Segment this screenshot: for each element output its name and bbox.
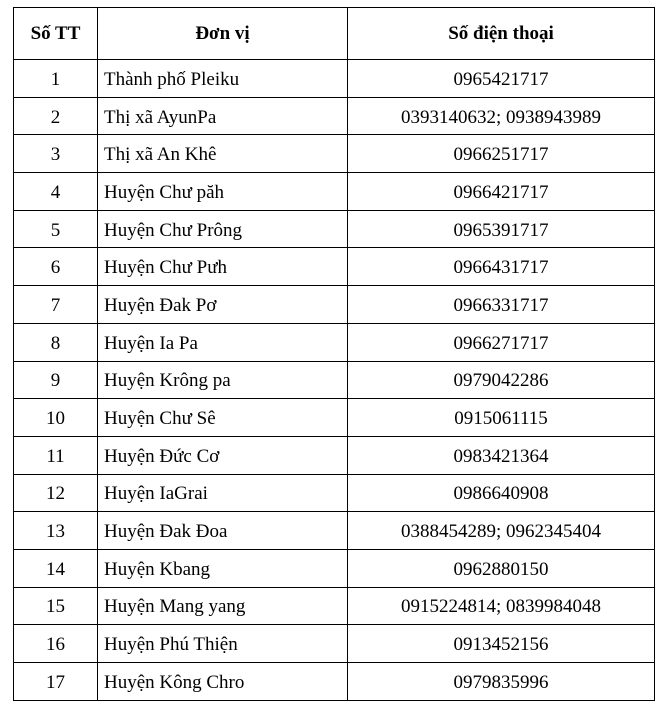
row-unit: Huyện Krông pa <box>98 361 348 399</box>
row-phone: 0983421364 <box>348 436 655 474</box>
row-unit: Huyện Chư Prông <box>98 210 348 248</box>
row-stt: 10 <box>14 399 98 437</box>
row-phone: 0979042286 <box>348 361 655 399</box>
header-phone: Số điện thoại <box>348 8 655 60</box>
row-unit: Huyện Chư Sê <box>98 399 348 437</box>
row-stt: 1 <box>14 60 98 98</box>
row-stt: 12 <box>14 474 98 512</box>
row-stt: 3 <box>14 135 98 173</box>
row-stt: 13 <box>14 512 98 550</box>
row-phone: 0388454289; 0962345404 <box>348 512 655 550</box>
row-stt: 14 <box>14 549 98 587</box>
table-row <box>14 474 655 512</box>
table-row <box>14 625 655 663</box>
header-stt: Số TT <box>14 8 98 60</box>
row-unit: Thị xã AyunPa <box>98 97 348 135</box>
row-unit: Huyện IaGrai <box>98 474 348 512</box>
header-unit: Đơn vị <box>98 8 348 60</box>
table-row <box>14 399 655 437</box>
table-row <box>14 587 655 625</box>
table-row <box>14 549 655 587</box>
row-unit: Huyện Đức Cơ <box>98 436 348 474</box>
table-row <box>14 361 655 399</box>
row-stt: 15 <box>14 587 98 625</box>
row-unit: Huyện Ia Pa <box>98 323 348 361</box>
row-phone: 0966331717 <box>348 286 655 324</box>
row-phone: 0979835996 <box>348 663 655 701</box>
contacts-table <box>13 7 655 701</box>
row-phone: 0966271717 <box>348 323 655 361</box>
table-row <box>14 512 655 550</box>
table-row <box>14 173 655 211</box>
row-unit: Huyện Kông Chro <box>98 663 348 701</box>
row-stt: 7 <box>14 286 98 324</box>
row-unit: Huyện Phú Thiện <box>98 625 348 663</box>
row-stt: 9 <box>14 361 98 399</box>
row-phone: 0965391717 <box>348 210 655 248</box>
row-phone: 0966251717 <box>348 135 655 173</box>
row-unit: Thị xã An Khê <box>98 135 348 173</box>
row-phone: 0915224814; 0839984048 <box>348 587 655 625</box>
row-phone: 0393140632; 0938943989 <box>348 97 655 135</box>
table-row <box>14 663 655 701</box>
table-row <box>14 436 655 474</box>
row-stt: 6 <box>14 248 98 286</box>
table-row <box>14 97 655 135</box>
row-unit: Thành phố Pleiku <box>98 60 348 98</box>
row-stt: 17 <box>14 663 98 701</box>
row-stt: 4 <box>14 173 98 211</box>
table-body <box>14 60 655 701</box>
row-unit: Huyện Chư Pưh <box>98 248 348 286</box>
table-row <box>14 60 655 98</box>
row-phone: 0913452156 <box>348 625 655 663</box>
row-phone: 0962880150 <box>348 549 655 587</box>
table-row <box>14 248 655 286</box>
row-unit: Huyện Kbang <box>98 549 348 587</box>
row-stt: 2 <box>14 97 98 135</box>
row-unit: Huyện Mang yang <box>98 587 348 625</box>
row-phone: 0986640908 <box>348 474 655 512</box>
table-header-row <box>14 8 655 60</box>
table-row <box>14 323 655 361</box>
row-phone: 0966431717 <box>348 248 655 286</box>
row-unit: Huyện Đak Đoa <box>98 512 348 550</box>
row-stt: 5 <box>14 210 98 248</box>
table-row <box>14 210 655 248</box>
row-phone: 0965421717 <box>348 60 655 98</box>
row-stt: 11 <box>14 436 98 474</box>
row-unit: Huyện Chư păh <box>98 173 348 211</box>
row-unit: Huyện Đak Pơ <box>98 286 348 324</box>
row-stt: 8 <box>14 323 98 361</box>
row-phone: 0966421717 <box>348 173 655 211</box>
table-row <box>14 286 655 324</box>
table-row <box>14 135 655 173</box>
row-phone: 0915061115 <box>348 399 655 437</box>
row-stt: 16 <box>14 625 98 663</box>
